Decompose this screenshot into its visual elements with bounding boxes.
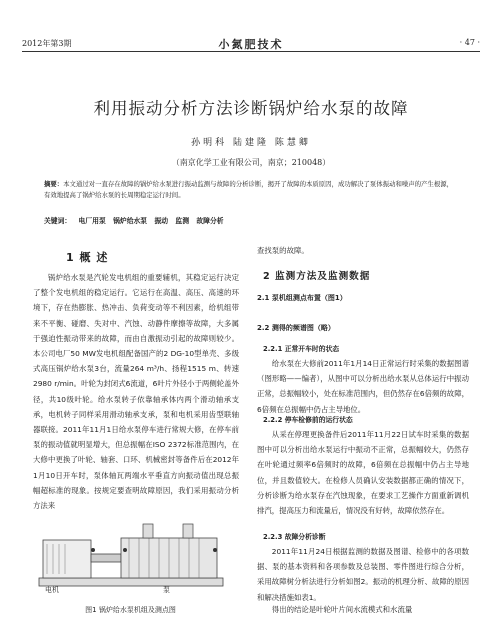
section-1-paragraph: 锅炉给水泵是汽轮发电机组的重要辅机，其稳定运行决定了整个发电机组的稳定运行。它运行在高温、高压、高速的环境下，存在热膨胀、热冲击、负荷变动等不利因素，给机组带来不平衡、碰磨、失对中、汽蚀、动静件摩擦等故障，大多属于强迫性振动带来的故障，而由自激振动引起的故障则较少。本公司电厂50 MW发电机组配备国产的2 DG-10型单壳、多级式高压锅炉给水泵3台，流量264 m³/h、扬程1515 m、转速2980 r/min。叶轮为封闭式6流道，6叶片外径小于两侧轮盖外径，共10级叶轮。给水泵转子依靠轴承体内两个滑动轴承支承，电机转子同样采用滑动轴承支承，泵和电机采用齿型联轴器联接。2011年11月1日给水泵停车进行常规大修，在停车前泵的振动值就明显增大，但总振幅在ISO 2372标准范围内，在大修中更换了叶轮、轴套、口环、机械密封等备件后在2012年1月10日开车时，泵体轴瓦两端水平垂直方向振动值出现总振幅超标准的现象。按规定要查明故障原因，我们采用振动分析方法来 <box>33 273 239 511</box>
section-2-2-3-heading: 2.2.3 故障分析诊断 <box>263 533 326 541</box>
motor-label: 电机 <box>45 586 59 594</box>
article-title: 利用振动分析方法诊断锅炉给水泵的故障 <box>93 99 409 118</box>
section-2-2-2-body <box>257 427 469 518</box>
section-2-2-1-paragraph: 给水泵在大修前2011年1月14日正常运行时采集的数据图谱（图形略——编者），从图中可以分析出给水泵从总体运行中振动正常，总振幅较小，处在标准范围内，但仍然存在6倍频的故障，6倍频在总振幅中仍占主导地位。 <box>257 359 469 414</box>
abstract-label: 摘要： <box>44 180 64 188</box>
last-paragraph-text: 得出的结论是叶轮叶片间水流模式和水流量 <box>271 605 413 614</box>
section-2-2-1-heading: 2.2.1 正常开车时的状态 <box>263 345 340 353</box>
header-rule <box>22 51 480 52</box>
last-paragraph <box>257 602 469 617</box>
section-2-2-heading: 2.2 测得的频谱图（略） <box>257 324 335 332</box>
abstract-text: 本文通过对一直存在故障的锅炉给水泵进行振动监测与故障的分析诊断，揭开了故障的本质原因，成功解决了泵体振动和噪声的产生根源，有效地提高了锅炉给水泵的长周期稳定运行时间。 <box>44 180 453 199</box>
figure-caption: 图1 锅炉给水泵机组及测点图 <box>85 606 176 614</box>
section-2-heading: 2 监测方法及监测数据 <box>263 271 371 282</box>
keywords: 关键词： 电厂用泵 锅炉给水泵 振动 监测 故障分析 <box>44 217 224 225</box>
authors: 孙明科 陆建隆 陈慧卿 <box>191 138 311 148</box>
pump-label: 泵 <box>163 586 170 594</box>
continuation-text: 查找泵的故障。 <box>257 246 309 255</box>
section-2-2-3-paragraph: 2011年11月24日根据监测的数据及图谱、检修中的各项数据、泵的基本资料和各项参数及总装图、零件图进行综合分析，采用故障树分析法进行分析如图2。振动的机理分析、故障的原因和解决措施如表1。 <box>257 547 469 602</box>
section-2-2-2-heading: 2.2.2 停车检修前的运行状态 <box>263 416 353 424</box>
page-number: · 47 · <box>459 38 480 47</box>
section-2-2-1-body <box>257 356 469 417</box>
issue-label: 2012年第3期 <box>22 39 72 48</box>
pump-unit-figure <box>33 520 228 600</box>
section-2-2-2-paragraph: 从采在停理更换备件后2011年11月22日试车时采集的数据图中可以分析出给水泵运行中振动不正常，总振幅较大，仍然存在叶轮通过频率6倍频时的故障，6倍频在总振幅中仍占主导地位，并且数值较大。在检修人员确认安装数据都正确的情况下，分析诊断为给水泵存在汽蚀现象，在要求工艺操作方面重新调机排汽，提高压力和流量后，情况没有好转，故障依然存在。 <box>257 430 469 516</box>
section-2-2-3-body <box>257 544 469 605</box>
section-1-heading: 1 概 述 <box>66 251 109 264</box>
right-column-continuation <box>257 243 469 258</box>
left-column <box>33 270 239 513</box>
abstract <box>44 179 458 201</box>
affiliation: （南京化学工业有限公司，南京；210048） <box>171 158 331 167</box>
journal-name: 小氮肥技术 <box>218 38 284 51</box>
section-2-1-heading: 2.1 泵机组测点布置（图1） <box>257 294 347 302</box>
